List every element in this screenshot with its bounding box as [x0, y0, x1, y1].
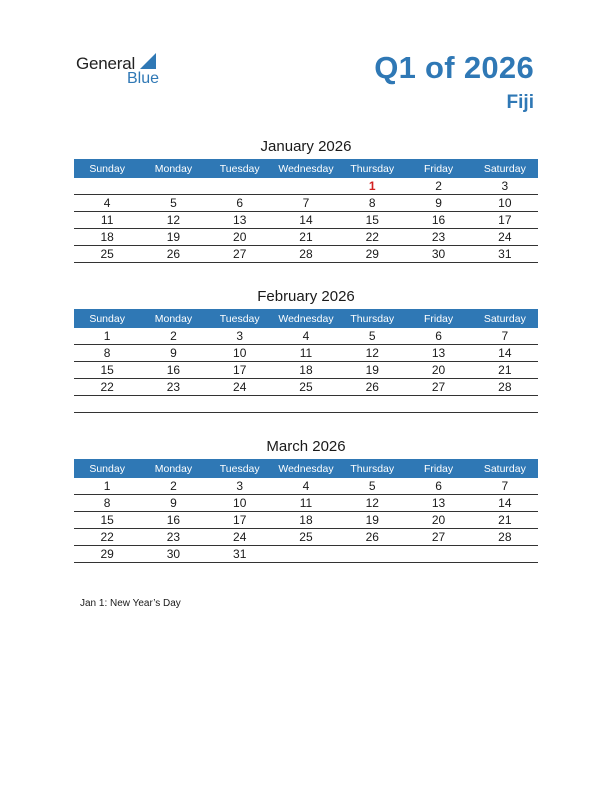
day-cell: 21: [273, 229, 339, 246]
day-cell: 4: [273, 478, 339, 495]
day-cell: 5: [339, 328, 405, 345]
day-cell: 25: [273, 529, 339, 546]
day-cell: 4: [74, 195, 140, 212]
day-cell: 8: [74, 345, 140, 362]
day-cell: 28: [472, 379, 538, 396]
day-cell: 16: [140, 362, 206, 379]
day-cell: 27: [405, 379, 471, 396]
day-cell: 28: [472, 529, 538, 546]
weekday-header: Wednesday: [273, 159, 339, 178]
day-cell: 28: [273, 246, 339, 263]
day-cell: 29: [339, 246, 405, 263]
day-cell: 21: [472, 362, 538, 379]
day-cell: 17: [207, 362, 273, 379]
day-cell: 24: [207, 379, 273, 396]
day-cell: 11: [74, 212, 140, 229]
day-cell: 11: [273, 495, 339, 512]
day-cell: 19: [339, 512, 405, 529]
day-cell: 31: [472, 246, 538, 263]
day-cell: [74, 178, 140, 195]
weekday-header: Friday: [405, 459, 471, 478]
day-cell: 8: [74, 495, 140, 512]
day-cell: 25: [273, 379, 339, 396]
day-cell: [472, 396, 538, 413]
day-cell: 5: [339, 478, 405, 495]
weekday-header: Tuesday: [207, 309, 273, 328]
day-cell: 16: [405, 212, 471, 229]
day-cell: 26: [140, 246, 206, 263]
day-cell: 3: [472, 178, 538, 195]
day-cell: 31: [207, 546, 273, 563]
weekday-header: Sunday: [74, 159, 140, 178]
month-title: March 2026: [266, 438, 346, 455]
week-row: [74, 546, 538, 563]
month-title: January 2026: [260, 138, 352, 155]
day-cell: 9: [405, 195, 471, 212]
day-cell: 17: [472, 212, 538, 229]
day-cell: [405, 396, 471, 413]
day-cell: 1: [74, 478, 140, 495]
weekday-header: Wednesday: [273, 459, 339, 478]
week-row: [74, 396, 538, 413]
day-cell: 4: [273, 328, 339, 345]
day-cell: 14: [472, 345, 538, 362]
weekday-header: Saturday: [472, 459, 538, 478]
day-cell: [207, 178, 273, 195]
day-cell: 14: [273, 212, 339, 229]
day-cell: 20: [405, 362, 471, 379]
day-cell: 1: [339, 178, 405, 195]
day-cell: 29: [74, 546, 140, 563]
weekday-header: Monday: [140, 459, 206, 478]
weekday-header: Wednesday: [273, 309, 339, 328]
calendar-grid: [74, 309, 538, 413]
week-row: [74, 529, 538, 546]
day-cell: 7: [472, 328, 538, 345]
day-cell: 21: [472, 512, 538, 529]
day-cell: 25: [74, 246, 140, 263]
week-row: [74, 212, 538, 229]
calendar-grid: [74, 459, 538, 563]
week-row: [74, 246, 538, 263]
week-row: [74, 195, 538, 212]
country-name: Fiji: [506, 92, 534, 113]
day-cell: 10: [207, 495, 273, 512]
day-cell: 26: [339, 529, 405, 546]
page-title: Q1 of 2026: [374, 50, 534, 85]
weekday-header: Friday: [405, 159, 471, 178]
day-cell: 23: [140, 379, 206, 396]
weekday-header: Sunday: [74, 459, 140, 478]
day-cell: 22: [74, 529, 140, 546]
month-title: February 2026: [257, 288, 355, 305]
week-row: [74, 379, 538, 396]
week-row: [74, 495, 538, 512]
day-cell: 10: [207, 345, 273, 362]
calendar-grid: [74, 159, 538, 263]
day-cell: [273, 546, 339, 563]
day-cell: 2: [405, 178, 471, 195]
month-february: [74, 285, 538, 413]
day-cell: 23: [140, 529, 206, 546]
day-cell: 15: [74, 512, 140, 529]
day-cell: 12: [339, 495, 405, 512]
day-cell: 26: [339, 379, 405, 396]
weekday-header: Thursday: [339, 159, 405, 178]
day-cell: 13: [405, 495, 471, 512]
day-cell: 20: [207, 229, 273, 246]
day-cell: [140, 178, 206, 195]
day-cell: 2: [140, 478, 206, 495]
weekday-header: Sunday: [74, 309, 140, 328]
day-cell: 3: [207, 478, 273, 495]
day-cell: 8: [339, 195, 405, 212]
weekday-header: Friday: [405, 309, 471, 328]
day-cell: 30: [405, 246, 471, 263]
day-cell: 9: [140, 495, 206, 512]
day-cell: [74, 396, 140, 413]
day-cell: 19: [140, 229, 206, 246]
week-row: [74, 229, 538, 246]
month-january: [74, 135, 538, 263]
weekday-header: Tuesday: [207, 159, 273, 178]
holiday-note: Jan 1: New Year’s Day: [80, 598, 181, 609]
day-cell: 9: [140, 345, 206, 362]
day-cell: 7: [472, 478, 538, 495]
day-cell: [273, 396, 339, 413]
day-cell: [207, 396, 273, 413]
weekday-header: Monday: [140, 159, 206, 178]
day-cell: 18: [74, 229, 140, 246]
logo-text-blue: Blue: [127, 70, 160, 87]
generalblue-logo: [76, 52, 176, 92]
week-row: [74, 178, 538, 195]
day-cell: [472, 546, 538, 563]
day-cell: 5: [140, 195, 206, 212]
holiday-notes: [80, 598, 181, 609]
weekday-header: Saturday: [472, 159, 538, 178]
weekday-header: Tuesday: [207, 459, 273, 478]
weekday-header: Monday: [140, 309, 206, 328]
week-row: [74, 328, 538, 345]
weekday-header-row: [74, 459, 538, 478]
day-cell: 24: [207, 529, 273, 546]
weekday-header-row: [74, 159, 538, 178]
day-cell: 15: [74, 362, 140, 379]
day-cell: 3: [207, 328, 273, 345]
day-cell: 23: [405, 229, 471, 246]
day-cell: 27: [405, 529, 471, 546]
day-cell: 19: [339, 362, 405, 379]
day-cell: 7: [273, 195, 339, 212]
day-cell: [273, 178, 339, 195]
day-cell: 20: [405, 512, 471, 529]
day-cell: 2: [140, 328, 206, 345]
day-cell: 10: [472, 195, 538, 212]
day-cell: 14: [472, 495, 538, 512]
logo-text-general: General: [76, 54, 136, 73]
day-cell: 30: [140, 546, 206, 563]
day-cell: 18: [273, 512, 339, 529]
logo-triangle-icon: [140, 53, 156, 69]
day-cell: 13: [405, 345, 471, 362]
week-row: [74, 512, 538, 529]
day-cell: 13: [207, 212, 273, 229]
day-cell: 22: [74, 379, 140, 396]
day-cell: 6: [405, 328, 471, 345]
month-march: [74, 435, 538, 563]
day-cell: 15: [339, 212, 405, 229]
day-cell: 22: [339, 229, 405, 246]
day-cell: 18: [273, 362, 339, 379]
weekday-header: Thursday: [339, 309, 405, 328]
weekday-header: Saturday: [472, 309, 538, 328]
day-cell: [339, 546, 405, 563]
day-cell: [405, 546, 471, 563]
day-cell: 12: [339, 345, 405, 362]
weekday-header-row: [74, 309, 538, 328]
day-cell: [140, 396, 206, 413]
day-cell: 24: [472, 229, 538, 246]
week-row: [74, 345, 538, 362]
week-row: [74, 478, 538, 495]
day-cell: 6: [207, 195, 273, 212]
day-cell: 6: [405, 478, 471, 495]
day-cell: [339, 396, 405, 413]
week-row: [74, 362, 538, 379]
day-cell: 12: [140, 212, 206, 229]
day-cell: 11: [273, 345, 339, 362]
day-cell: 1: [74, 328, 140, 345]
day-cell: 27: [207, 246, 273, 263]
weekday-header: Thursday: [339, 459, 405, 478]
day-cell: 16: [140, 512, 206, 529]
day-cell: 17: [207, 512, 273, 529]
